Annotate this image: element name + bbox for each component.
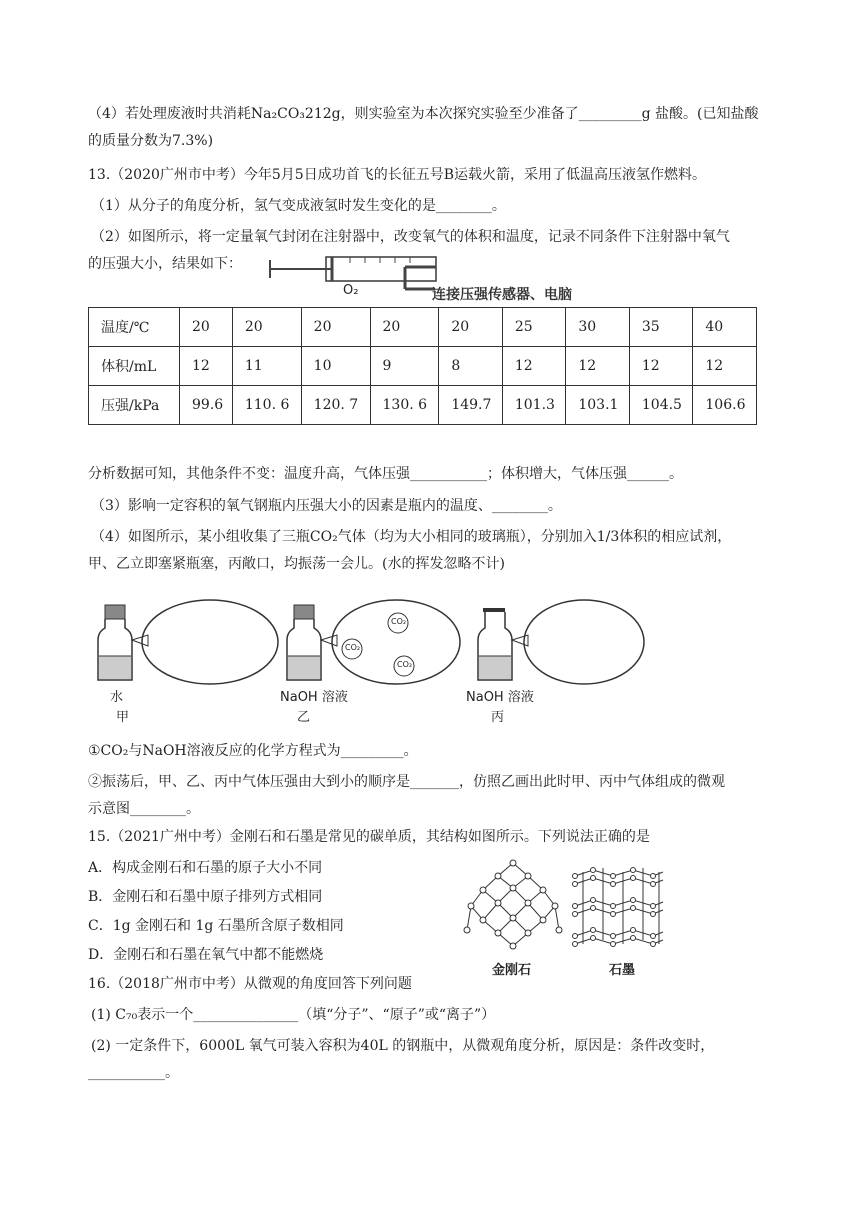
table-row-volume xyxy=(89,347,757,386)
table-cell: 25 xyxy=(502,308,566,347)
table-row-pressure xyxy=(89,386,757,425)
table-cell: 110. 6 xyxy=(232,386,301,425)
bottle-reagent-label: NaOH 溶液 xyxy=(466,690,534,705)
molecule-label: CO₂ xyxy=(345,643,361,652)
molecule-label: CO₂ xyxy=(391,617,407,626)
table-row-temperature xyxy=(89,308,757,347)
graphite-label: 石墨 xyxy=(609,963,636,978)
molecule-label: CO₂ xyxy=(397,660,413,669)
q15-title: 15.（2021广州中考）金刚石和石墨是常见的碳单质，其结构如图所示。下列说法正确的是 xyxy=(88,829,650,845)
table-cell: 120. 7 xyxy=(301,386,370,425)
q13-part2-line2: 的压强大小，结果如下： xyxy=(88,256,242,272)
graphite-structure xyxy=(573,862,665,950)
row-label: 体积/mL xyxy=(89,347,180,386)
table-cell: 12 xyxy=(629,347,693,386)
q13-part1: （1）从分子的角度分析，氢气变成液氢时发生变化的是________。 xyxy=(91,198,506,214)
bottle-yi xyxy=(287,600,460,684)
syringe-gas-label: O₂ xyxy=(343,283,359,298)
bottle-name-label: 丙 xyxy=(491,710,505,725)
table-cell: 35 xyxy=(629,308,693,347)
q13-part4-line2: 甲、乙立即塞紧瓶塞，丙敞口，均振荡一会儿。(水的挥发忽略不计) xyxy=(88,556,505,572)
bottle-reagent-label: 水 xyxy=(110,690,124,705)
table-cell: 20 xyxy=(180,308,233,347)
table-cell: 104.5 xyxy=(629,386,693,425)
table-cell: 106.6 xyxy=(693,386,757,425)
table-cell: 9 xyxy=(370,347,439,386)
table-cell: 20 xyxy=(232,308,301,347)
q13-title: 13.（2020广州市中考）今年5月5日成功首飞的长征五号B运载火箭，采用了低温高压液氢作燃料。 xyxy=(88,167,706,183)
q12-part4-line1: （4）若处理废液时共消耗Na₂CO₃212g，则实验室为本次探究实验至少准备了_________g 盐酸。(已知盐酸 xyxy=(88,106,759,122)
table-cell: 30 xyxy=(566,308,630,347)
q13-sub2-line1: ②振荡后，甲、乙、丙中气体压强由大到小的顺序是_______，仿照乙画出此时甲、丙中气体组成的微观 xyxy=(88,774,725,790)
table-cell: 10 xyxy=(301,347,370,386)
table-cell: 101.3 xyxy=(502,386,566,425)
q13-part2-line1: （2）如图所示，将一定量氧气封闭在注射器中，改变氧气的体积和温度，记录不同条件下注射器中氧气 xyxy=(91,229,730,245)
q15-option-d: D．金刚石和石墨在氧气中都不能燃烧 xyxy=(88,947,324,963)
table-cell: 12 xyxy=(502,347,566,386)
syringe-connector-label: 连接压强传感器、电脑 xyxy=(432,287,572,303)
q15-option-c: C．1g 金刚石和 1g 石墨所含原子数相同 xyxy=(88,918,344,934)
bottle-name-label: 甲 xyxy=(116,710,130,725)
diamond-label: 金刚石 xyxy=(492,963,532,978)
bottle-jia xyxy=(98,600,278,684)
table-cell: 11 xyxy=(232,347,301,386)
bottle-reagent-label: NaOH 溶液 xyxy=(280,690,348,705)
q16-part2-line2: ___________。 xyxy=(88,1065,179,1081)
table-cell: 12 xyxy=(180,347,233,386)
table-cell: 99.6 xyxy=(180,386,233,425)
q13-sub2-line2: 示意图________。 xyxy=(88,801,200,817)
row-label: 温度/℃ xyxy=(89,308,180,347)
table-cell: 20 xyxy=(370,308,439,347)
diamond-structure xyxy=(463,858,563,953)
table-cell: 8 xyxy=(439,347,503,386)
row-label: 压强/kPa xyxy=(89,386,180,425)
q13-part3: （3）影响一定容积的氧气钢瓶内压强大小的因素是瓶内的温度、________。 xyxy=(91,498,562,514)
bottle-bing xyxy=(478,600,644,684)
q16-title: 16.（2018广州市中考）从微观的角度回答下列问题 xyxy=(88,976,412,992)
table-cell: 20 xyxy=(439,308,503,347)
pressure-table xyxy=(88,307,757,425)
q12-part4-line2: 的质量分数为7.3%) xyxy=(88,133,214,149)
q16-part2-line1: (2) 一定条件下，6000L 氧气可装入容积为40L 的钢瓶中，从微观角度分析，原因是：条件改变时， xyxy=(91,1038,715,1054)
table-cell: 12 xyxy=(693,347,757,386)
table-cell: 149.7 xyxy=(439,386,503,425)
q13-part4-line1: （4）如图所示，某小组收集了三瓶CO₂气体（均为大小相同的玻璃瓶），分别加入1/3体积的相应试剂， xyxy=(91,529,732,545)
bottles-figure xyxy=(100,600,660,700)
table-cell: 40 xyxy=(693,308,757,347)
q15-option-a: A．构成金刚石和石墨的原子大小不同 xyxy=(88,860,323,876)
table-cell: 20 xyxy=(301,308,370,347)
bottle-name-label: 乙 xyxy=(297,710,311,725)
table-cell: 103.1 xyxy=(566,386,630,425)
q13-sub1: ①CO₂与NaOH溶液反应的化学方程式为_________。 xyxy=(88,743,418,759)
table-cell: 12 xyxy=(566,347,630,386)
table-cell: 130. 6 xyxy=(370,386,439,425)
q15-option-b: B．金刚石和石墨中原子排列方式相同 xyxy=(88,889,323,905)
q13-analysis: 分析数据可知，其他条件不变：温度升高，气体压强___________；体积增大，气体压强______。 xyxy=(88,466,683,482)
q16-part1: (1) C₇₀表示一个_______________（填“分子”、“原子”或“离子”） xyxy=(91,1007,496,1023)
